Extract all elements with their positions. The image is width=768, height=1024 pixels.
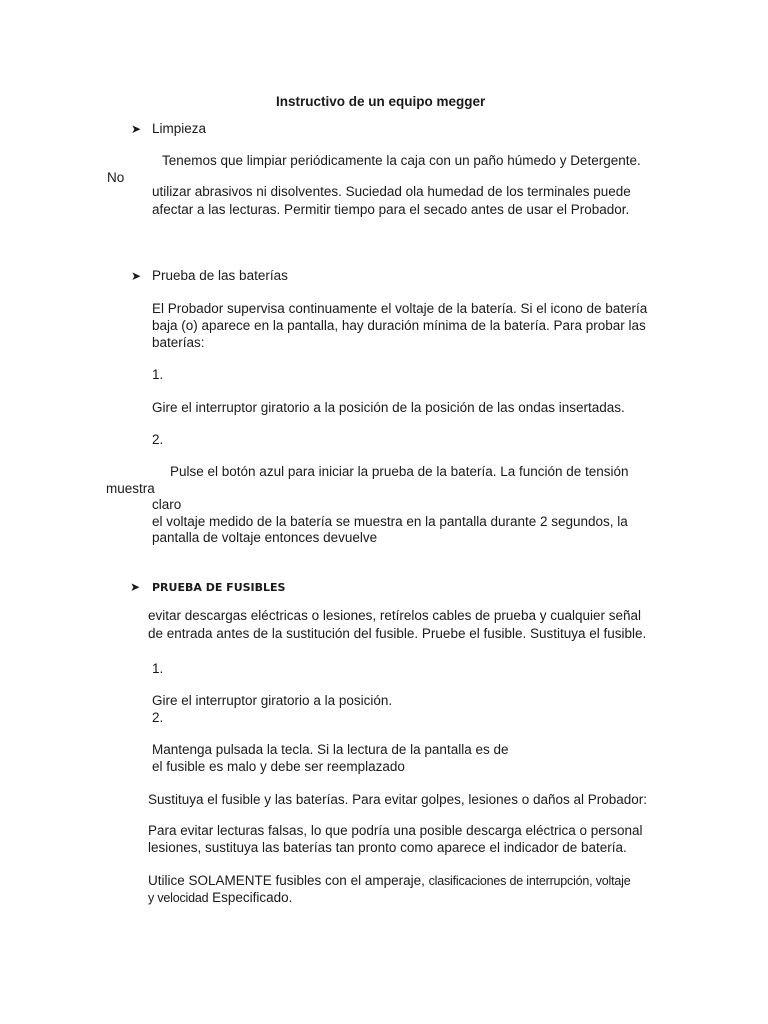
fusibles-step-1-text: Gire el interruptor giratorio a la posición. xyxy=(152,693,393,708)
baterias-step-2-line-4: pantalla de voltaje entonces devuelve xyxy=(152,530,378,545)
fusibles-para-4-line-2-b: Especificado. xyxy=(212,890,293,905)
fusibles-para-4-line-1-a: Utilice SOLAMENTE fusibles con el amperaje, xyxy=(148,873,425,888)
arrow-bullet-icon: ➤ xyxy=(131,269,142,283)
fusibles-para-4-line-2 xyxy=(148,889,292,907)
limpieza-line-2: utilizar abrasivos ni disolventes. Suciedad ola humedad de los terminales puede xyxy=(152,184,631,199)
limpieza-line-1: Tenemos que limpiar periódicamente la caja con un paño húmedo y Detergente. xyxy=(162,153,641,168)
baterias-para-line: baja (o) aparece en la pantalla, hay duración mínima de la batería. Para probar las xyxy=(152,318,646,333)
baterias-step-2-line-1: Pulse el botón azul para iniciar la prueba de la batería. La función de tensión xyxy=(170,464,629,479)
fusibles-step-2-line: Mantenga pulsada la tecla. Si la lectura de la pantalla es de xyxy=(152,742,509,757)
fusibles-para-line: evitar descargas eléctricas o lesiones, retírelos cables de prueba y cualquier señal xyxy=(148,608,642,623)
fusibles-para-line: de entrada antes de la sustitución del fusible. Pruebe el fusible. Sustituya el fusible. xyxy=(148,626,647,641)
document-title: Instructivo de un equipo megger xyxy=(276,94,486,109)
baterias-step-2-number: 2. xyxy=(152,432,164,447)
section-heading-limpieza: Limpieza xyxy=(152,121,207,136)
baterias-step-1-text: Gire el interruptor giratorio a la posición de la posición de las ondas insertadas. xyxy=(152,400,625,415)
fusibles-para-3-line: Para evitar lecturas falsas, lo que podría una posible descarga eléctrica o personal xyxy=(148,823,643,838)
fusibles-para-2: Sustituya el fusible y las baterías. Para evitar golpes, lesiones o daños al Probador: xyxy=(148,792,648,807)
baterias-step-2-line-3: el voltaje medido de la batería se muestra en la pantalla durante 2 segundos, la xyxy=(152,514,628,529)
fusibles-para-4-line-1 xyxy=(148,872,630,890)
baterias-para-line: El Probador supervisa continuamente el voltaje de la batería. Si el icono de batería xyxy=(152,301,648,316)
fusibles-step-2-line: el fusible es malo y debe ser reemplazado xyxy=(152,759,405,774)
fusibles-para-3-line: lesiones, sustituya las baterías tan pronto como aparece el indicador de batería. xyxy=(148,840,627,855)
arrow-bullet-icon: ➤ xyxy=(130,580,141,594)
section-heading-baterias: Prueba de las baterías xyxy=(152,268,288,283)
baterias-step-2-line-2: claro xyxy=(152,497,182,512)
fusibles-step-2-number: 2. xyxy=(152,710,164,725)
baterias-step-1-number: 1. xyxy=(152,367,164,382)
fusibles-step-1-number: 1. xyxy=(152,661,164,676)
section-heading-fusibles: PRUEBA DE FUSIBLES xyxy=(152,581,286,594)
arrow-bullet-icon: ➤ xyxy=(131,122,142,136)
fusibles-para-4-line-2-a: y velocidad xyxy=(148,891,209,905)
baterias-para-line: baterías: xyxy=(152,335,205,350)
fusibles-para-4-line-1-b: clasificaciones de interrupción, voltaje xyxy=(428,874,631,888)
limpieza-line-1-cont: No xyxy=(107,170,125,185)
limpieza-line-3: afectar a las lecturas. Permitir tiempo para el secado antes de usar el Probador. xyxy=(152,202,630,217)
baterias-step-2-line-1-cont: muestra xyxy=(106,481,155,496)
